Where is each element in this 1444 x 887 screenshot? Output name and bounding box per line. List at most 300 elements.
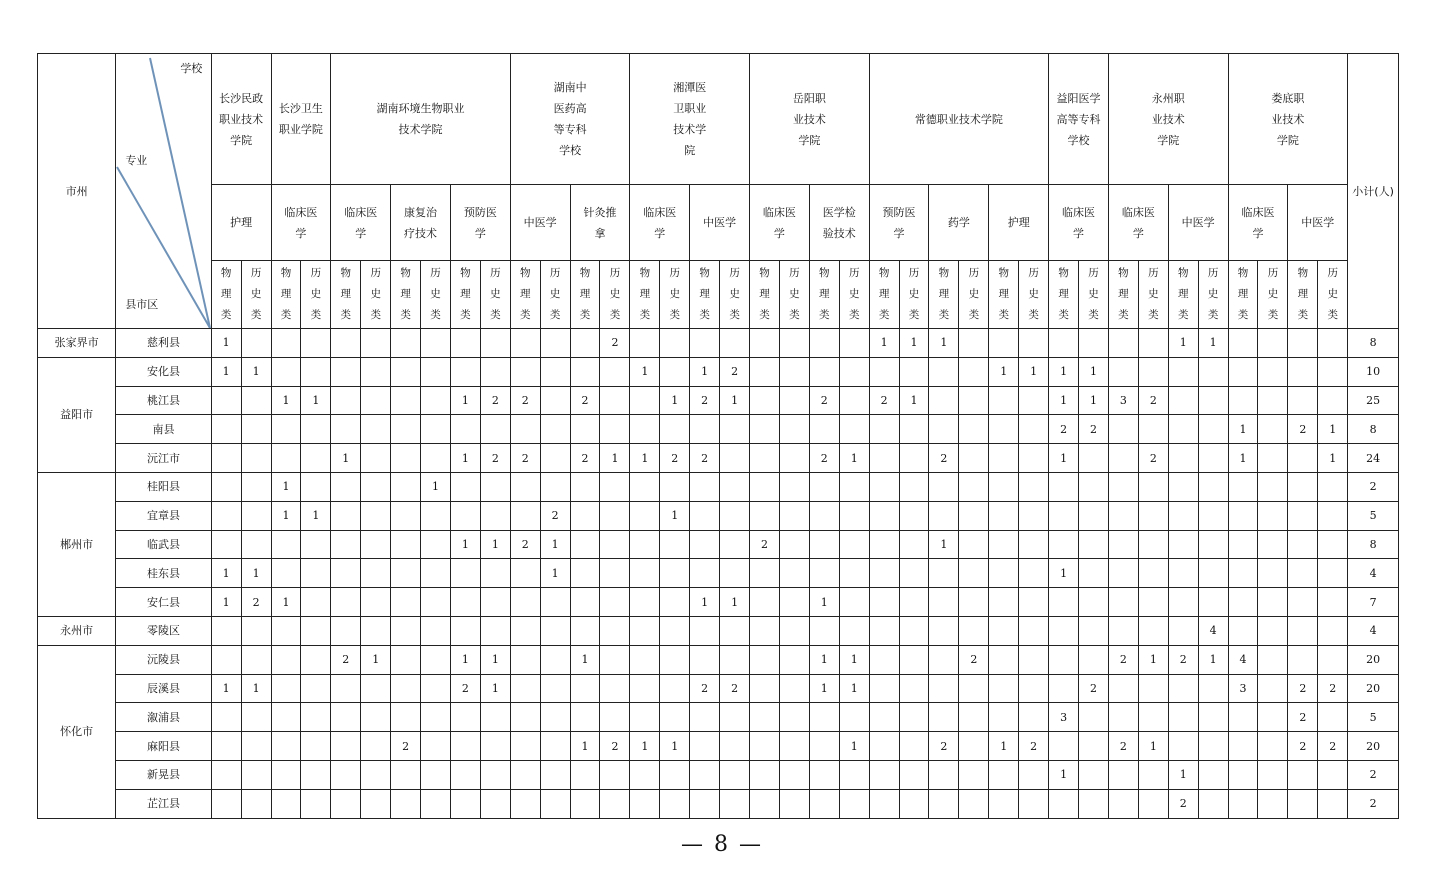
value-cell — [241, 501, 271, 530]
value-cell — [959, 357, 989, 386]
value-cell — [600, 559, 630, 588]
value-cell — [899, 616, 929, 645]
value-cell — [271, 760, 301, 789]
value-cell — [391, 789, 421, 818]
value-cell: 1 — [1168, 760, 1198, 789]
value-cell — [391, 645, 421, 674]
value-cell — [899, 501, 929, 530]
value-cell — [1228, 386, 1258, 415]
value-cell — [570, 703, 600, 732]
value-cell — [540, 472, 570, 501]
value-cell — [391, 415, 421, 444]
value-cell — [211, 386, 241, 415]
value-cell — [1019, 645, 1049, 674]
value-cell: 2 — [540, 501, 570, 530]
value-cell: 2 — [570, 386, 600, 415]
value-cell — [241, 760, 271, 789]
value-cell — [1228, 559, 1258, 588]
value-cell — [839, 616, 869, 645]
value-cell — [929, 674, 959, 703]
value-cell — [1079, 789, 1109, 818]
subtotal-cell: 2 — [1348, 472, 1399, 501]
value-cell — [809, 329, 839, 358]
value-cell — [450, 703, 480, 732]
table-row — [38, 501, 1399, 530]
subtotal-cell: 2 — [1348, 789, 1399, 818]
value-cell: 1 — [211, 588, 241, 617]
track-physics-header: 物理类 — [1288, 261, 1318, 329]
value-cell — [1168, 386, 1198, 415]
value-cell — [899, 530, 929, 559]
value-cell — [1019, 472, 1049, 501]
value-cell — [869, 616, 899, 645]
value-cell — [929, 357, 959, 386]
value-cell — [361, 588, 391, 617]
value-cell — [690, 616, 720, 645]
value-cell — [660, 674, 690, 703]
value-cell — [301, 674, 331, 703]
value-cell — [660, 588, 690, 617]
value-cell — [271, 789, 301, 818]
value-cell — [690, 732, 720, 761]
track-physics-header: 物理类 — [510, 261, 540, 329]
value-cell — [361, 386, 391, 415]
track-history-header: 历史类 — [421, 261, 451, 329]
value-cell: 1 — [869, 329, 899, 358]
value-cell — [600, 674, 630, 703]
value-cell — [1228, 357, 1258, 386]
value-cell — [1258, 674, 1288, 703]
value-cell — [1228, 501, 1258, 530]
major-header: 药学 — [929, 185, 989, 261]
corner-diagonal-lines — [116, 54, 211, 329]
value-cell — [989, 559, 1019, 588]
value-cell — [1318, 703, 1348, 732]
value-cell — [570, 588, 600, 617]
subtotal-cell: 2 — [1348, 760, 1399, 789]
value-cell — [510, 357, 540, 386]
value-cell — [959, 789, 989, 818]
value-cell — [570, 760, 600, 789]
value-cell — [271, 415, 301, 444]
value-cell — [301, 530, 331, 559]
city-cell: 郴州市 — [38, 472, 116, 616]
value-cell: 1 — [211, 674, 241, 703]
major-header: 护理 — [989, 185, 1049, 261]
value-cell — [421, 357, 451, 386]
value-cell — [211, 732, 241, 761]
value-cell — [301, 616, 331, 645]
value-cell — [1258, 559, 1288, 588]
value-cell — [271, 559, 301, 588]
value-cell — [630, 559, 660, 588]
value-cell — [301, 645, 331, 674]
table-row — [38, 415, 1399, 444]
school-header: 长沙卫生职业学院 — [271, 54, 331, 185]
value-cell: 1 — [899, 329, 929, 358]
value-cell — [450, 732, 480, 761]
value-cell — [211, 444, 241, 473]
value-cell — [391, 501, 421, 530]
value-cell — [959, 444, 989, 473]
value-cell: 1 — [660, 732, 690, 761]
track-history-header: 历史类 — [1318, 261, 1348, 329]
value-cell — [1079, 703, 1109, 732]
value-cell: 1 — [929, 530, 959, 559]
value-cell — [600, 789, 630, 818]
value-cell — [331, 530, 361, 559]
value-cell — [301, 415, 331, 444]
county-cell: 溆浦县 — [116, 703, 211, 732]
value-cell — [1258, 530, 1288, 559]
subtotal-cell: 8 — [1348, 530, 1399, 559]
subtotal-cell: 8 — [1348, 329, 1399, 358]
value-cell — [540, 588, 570, 617]
value-cell — [839, 760, 869, 789]
value-cell — [361, 472, 391, 501]
value-cell — [750, 703, 780, 732]
value-cell — [1079, 559, 1109, 588]
major-header: 临床医学 — [331, 185, 391, 261]
value-cell — [421, 760, 451, 789]
value-cell — [450, 501, 480, 530]
value-cell — [630, 588, 660, 617]
value-cell — [211, 472, 241, 501]
subtotal-header: 小计(人) — [1348, 54, 1399, 329]
value-cell — [510, 616, 540, 645]
value-cell — [241, 789, 271, 818]
value-cell: 1 — [331, 444, 361, 473]
value-cell — [1049, 588, 1079, 617]
value-cell — [720, 703, 750, 732]
value-cell: 2 — [1138, 386, 1168, 415]
value-cell — [241, 386, 271, 415]
value-cell — [241, 415, 271, 444]
value-cell: 2 — [450, 674, 480, 703]
track-history-header: 历史类 — [779, 261, 809, 329]
value-cell — [899, 444, 929, 473]
value-cell — [301, 703, 331, 732]
value-cell — [1079, 501, 1109, 530]
value-cell — [1108, 530, 1138, 559]
track-history-header: 历史类 — [1019, 261, 1049, 329]
value-cell — [1168, 415, 1198, 444]
value-cell: 1 — [241, 357, 271, 386]
value-cell — [989, 415, 1019, 444]
value-cell — [1228, 703, 1258, 732]
value-cell — [301, 357, 331, 386]
value-cell — [241, 329, 271, 358]
value-cell: 1 — [450, 530, 480, 559]
value-cell: 2 — [1019, 732, 1049, 761]
value-cell: 2 — [1079, 415, 1109, 444]
value-cell — [989, 674, 1019, 703]
major-header: 医学检验技术 — [809, 185, 869, 261]
value-cell — [1108, 329, 1138, 358]
value-cell — [750, 472, 780, 501]
value-cell — [1288, 472, 1318, 501]
value-cell: 2 — [391, 732, 421, 761]
value-cell — [1049, 732, 1079, 761]
value-cell — [450, 472, 480, 501]
value-cell: 1 — [1168, 329, 1198, 358]
value-cell — [1288, 760, 1318, 789]
value-cell — [211, 703, 241, 732]
value-cell — [690, 559, 720, 588]
value-cell — [1318, 501, 1348, 530]
value-cell: 1 — [241, 674, 271, 703]
value-cell — [630, 789, 660, 818]
value-cell: 1 — [690, 357, 720, 386]
value-cell: 2 — [1108, 645, 1138, 674]
track-history-header: 历史类 — [361, 261, 391, 329]
value-cell: 2 — [510, 386, 540, 415]
value-cell — [1168, 530, 1198, 559]
value-cell — [959, 616, 989, 645]
value-cell: 1 — [1049, 386, 1079, 415]
city-cell: 怀化市 — [38, 645, 116, 818]
value-cell — [779, 588, 809, 617]
value-cell: 2 — [1079, 674, 1109, 703]
track-physics-header: 物理类 — [690, 261, 720, 329]
value-cell — [989, 472, 1019, 501]
header-corner — [116, 54, 211, 329]
value-cell — [1198, 530, 1228, 559]
value-cell — [331, 789, 361, 818]
subtotal-cell: 5 — [1348, 501, 1399, 530]
major-header: 中医学 — [1168, 185, 1228, 261]
value-cell — [929, 472, 959, 501]
value-cell — [630, 472, 660, 501]
value-cell — [630, 760, 660, 789]
subtotal-cell: 20 — [1348, 674, 1399, 703]
value-cell: 1 — [271, 472, 301, 501]
value-cell — [1258, 329, 1288, 358]
value-cell — [600, 645, 630, 674]
value-cell — [899, 674, 929, 703]
value-cell — [361, 530, 391, 559]
value-cell — [1258, 386, 1288, 415]
major-header: 康复治疗技术 — [391, 185, 451, 261]
value-cell: 2 — [809, 444, 839, 473]
value-cell — [241, 472, 271, 501]
value-cell — [1318, 616, 1348, 645]
track-physics-header: 物理类 — [750, 261, 780, 329]
value-cell — [570, 415, 600, 444]
value-cell: 1 — [809, 645, 839, 674]
value-cell: 1 — [1049, 559, 1079, 588]
value-cell — [391, 530, 421, 559]
table-row — [38, 329, 1399, 358]
value-cell: 1 — [839, 732, 869, 761]
value-cell — [1228, 732, 1258, 761]
value-cell — [1228, 472, 1258, 501]
value-cell — [1049, 616, 1079, 645]
value-cell — [331, 703, 361, 732]
value-cell — [1198, 703, 1228, 732]
value-cell: 1 — [480, 645, 510, 674]
major-header: 临床医学 — [1049, 185, 1109, 261]
value-cell — [1258, 472, 1288, 501]
value-cell — [600, 472, 630, 501]
value-cell — [779, 789, 809, 818]
value-cell — [361, 703, 391, 732]
value-cell — [1198, 415, 1228, 444]
value-cell — [750, 760, 780, 789]
value-cell — [1258, 616, 1288, 645]
value-cell — [600, 357, 630, 386]
value-cell — [630, 386, 660, 415]
table-row — [38, 760, 1399, 789]
value-cell — [1318, 760, 1348, 789]
track-physics-header: 物理类 — [1228, 261, 1258, 329]
value-cell: 1 — [301, 386, 331, 415]
value-cell: 2 — [690, 674, 720, 703]
value-cell — [570, 789, 600, 818]
value-cell — [1288, 789, 1318, 818]
value-cell: 1 — [899, 386, 929, 415]
value-cell: 2 — [1318, 732, 1348, 761]
value-cell: 2 — [1288, 703, 1318, 732]
value-cell — [271, 616, 301, 645]
value-cell: 1 — [720, 386, 750, 415]
value-cell — [1228, 329, 1258, 358]
value-cell — [809, 559, 839, 588]
value-cell — [1168, 472, 1198, 501]
value-cell — [540, 357, 570, 386]
value-cell — [1019, 386, 1049, 415]
value-cell — [211, 760, 241, 789]
value-cell — [959, 472, 989, 501]
value-cell — [720, 415, 750, 444]
value-cell — [421, 732, 451, 761]
value-cell — [1168, 674, 1198, 703]
value-cell — [361, 616, 391, 645]
value-cell — [391, 674, 421, 703]
value-cell — [540, 760, 570, 789]
county-cell: 麻阳县 — [116, 732, 211, 761]
value-cell — [869, 588, 899, 617]
table-row — [38, 645, 1399, 674]
value-cell — [989, 501, 1019, 530]
value-cell — [510, 674, 540, 703]
value-cell — [1079, 444, 1109, 473]
value-cell: 1 — [421, 472, 451, 501]
track-history-header: 历史类 — [241, 261, 271, 329]
value-cell — [271, 357, 301, 386]
value-cell — [1049, 472, 1079, 501]
value-cell — [570, 472, 600, 501]
value-cell — [331, 501, 361, 530]
value-cell — [450, 588, 480, 617]
value-cell — [989, 616, 1019, 645]
value-cell — [1318, 386, 1348, 415]
county-cell: 桂阳县 — [116, 472, 211, 501]
value-cell — [480, 703, 510, 732]
value-cell — [480, 789, 510, 818]
value-cell — [271, 329, 301, 358]
value-cell — [1258, 732, 1288, 761]
value-cell — [391, 329, 421, 358]
value-cell: 2 — [809, 386, 839, 415]
value-cell — [331, 760, 361, 789]
value-cell: 2 — [570, 444, 600, 473]
value-cell: 2 — [750, 530, 780, 559]
value-cell — [600, 588, 630, 617]
value-cell — [570, 616, 600, 645]
value-cell — [271, 530, 301, 559]
track-physics-header: 物理类 — [989, 261, 1019, 329]
value-cell — [1019, 616, 1049, 645]
value-cell — [1198, 386, 1228, 415]
value-cell — [750, 674, 780, 703]
value-cell — [779, 703, 809, 732]
county-cell: 慈利县 — [116, 329, 211, 358]
table-row — [38, 386, 1399, 415]
value-cell — [690, 789, 720, 818]
value-cell — [1228, 760, 1258, 789]
track-physics-header: 物理类 — [1108, 261, 1138, 329]
value-cell: 1 — [1049, 444, 1079, 473]
subtotal-cell: 8 — [1348, 415, 1399, 444]
track-history-header: 历史类 — [301, 261, 331, 329]
value-cell — [421, 444, 451, 473]
major-header: 临床医学 — [750, 185, 810, 261]
value-cell: 1 — [301, 501, 331, 530]
value-cell — [540, 732, 570, 761]
value-cell: 1 — [660, 386, 690, 415]
value-cell — [1288, 386, 1318, 415]
value-cell: 1 — [839, 444, 869, 473]
value-cell — [839, 386, 869, 415]
value-cell — [450, 415, 480, 444]
value-cell — [391, 760, 421, 789]
value-cell — [1168, 501, 1198, 530]
track-physics-header: 物理类 — [391, 261, 421, 329]
value-cell — [1019, 703, 1049, 732]
value-cell — [510, 645, 540, 674]
value-cell — [1168, 588, 1198, 617]
track-history-header: 历史类 — [600, 261, 630, 329]
value-cell — [1198, 760, 1228, 789]
value-cell — [989, 703, 1019, 732]
value-cell — [1079, 645, 1109, 674]
value-cell — [1258, 760, 1288, 789]
value-cell — [1198, 357, 1228, 386]
value-cell — [929, 415, 959, 444]
value-cell — [241, 530, 271, 559]
value-cell: 2 — [331, 645, 361, 674]
value-cell — [570, 559, 600, 588]
value-cell — [750, 645, 780, 674]
value-cell: 1 — [271, 386, 301, 415]
value-cell — [211, 501, 241, 530]
table-row — [38, 444, 1399, 473]
track-physics-header: 物理类 — [630, 261, 660, 329]
value-cell — [989, 645, 1019, 674]
value-cell — [331, 472, 361, 501]
value-cell — [809, 530, 839, 559]
value-cell — [480, 760, 510, 789]
value-cell — [1318, 329, 1348, 358]
value-cell — [1108, 444, 1138, 473]
value-cell — [720, 559, 750, 588]
value-cell: 1 — [1138, 732, 1168, 761]
major-header: 中医学 — [690, 185, 750, 261]
value-cell: 1 — [839, 674, 869, 703]
value-cell — [421, 559, 451, 588]
value-cell — [720, 616, 750, 645]
